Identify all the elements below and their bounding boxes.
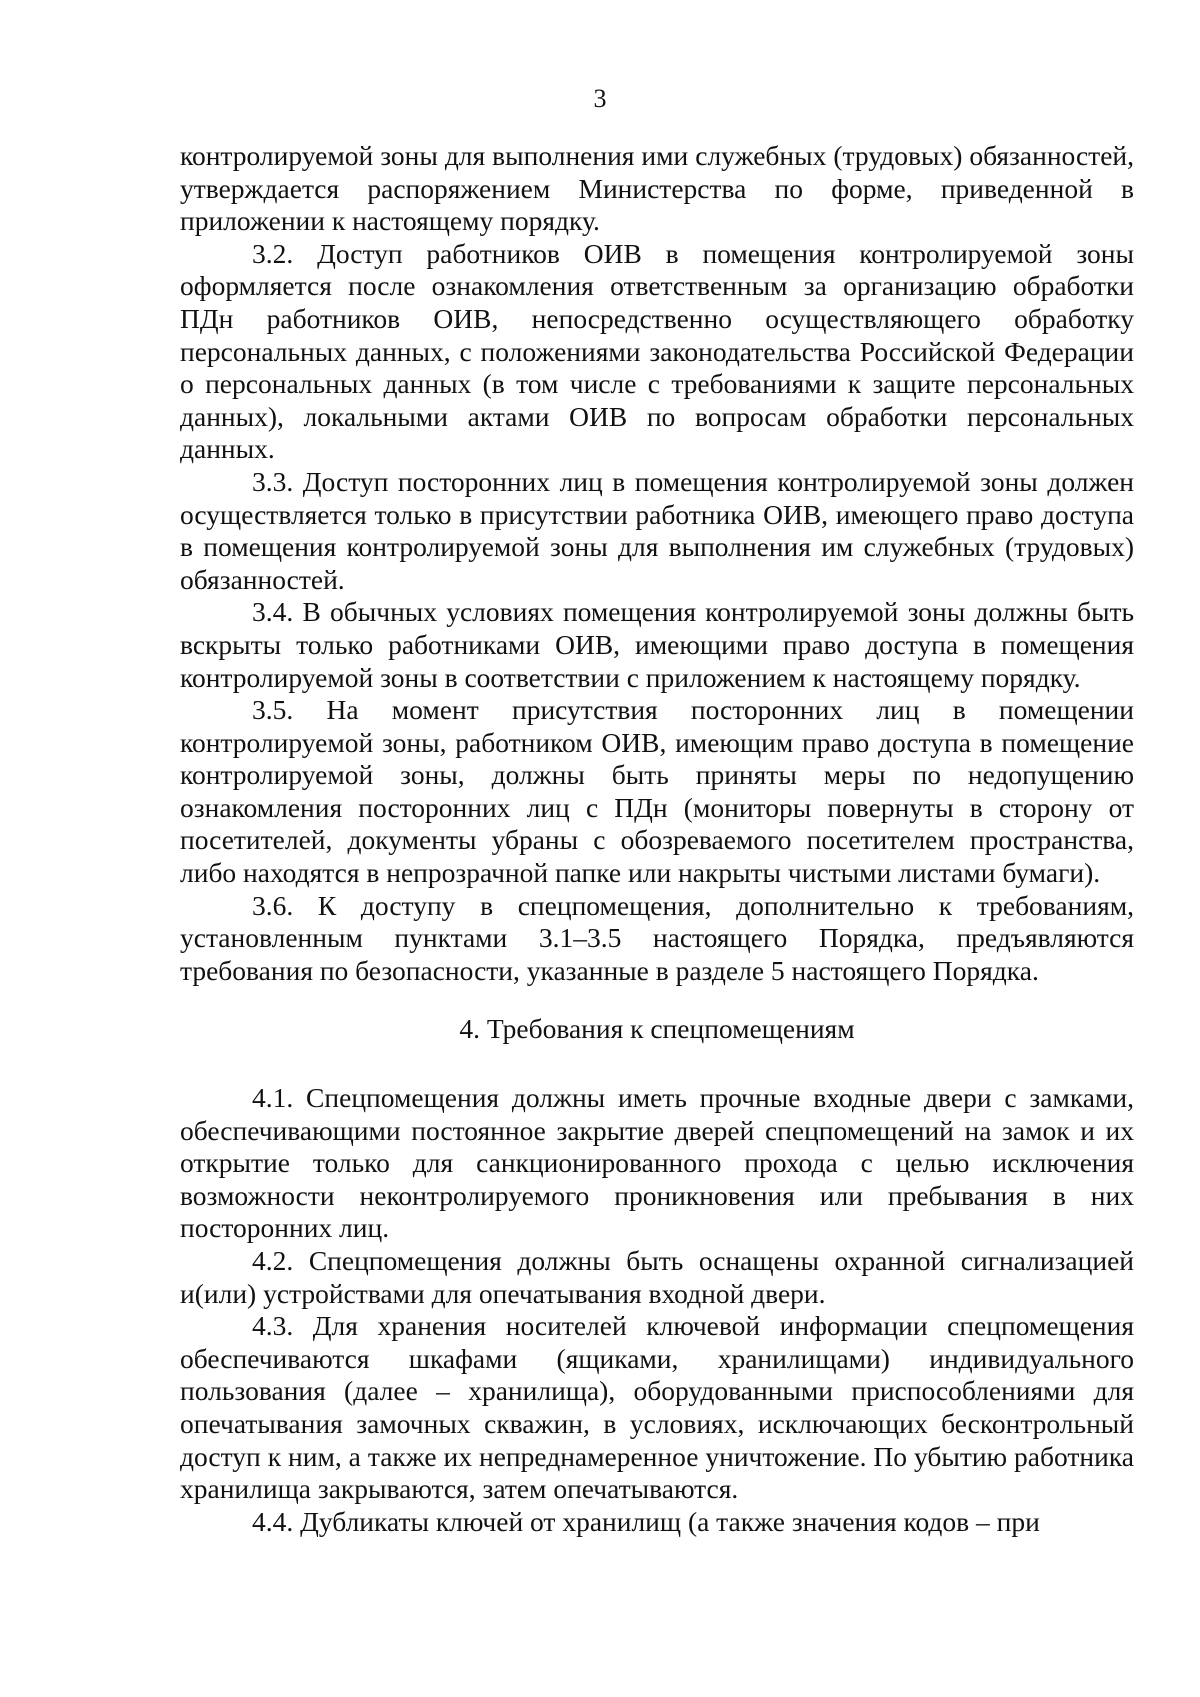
paragraph-3-2: 3.2. Доступ работников ОИВ в помещения контролируемой зоны оформляется после ознакомления ответственным за организацию обработки ПДн работников ОИВ, непосредственно осуществляющего обработку персональных данных, с положениями законодательства Российской Федерации о персональных данных (в том числе с требованиями к защите персональных данных), локальными актами ОИВ по вопросам обработки персональных данных. [180,237,1134,465]
paragraph-continuation: контролируемой зоны для выполнения ими служебных (трудовых) обязанностей, утверждается распоряжением Министерства по форме, приведенной в приложении к настоящему порядку. [180,140,1134,237]
paragraph-4-2: 4.2. Спецпомещения должны быть оснащены охранной сигнализацией и(или) устройствами для опечатывания входной двери. [180,1245,1134,1309]
paragraph-3-3: 3.3. Доступ посторонних лиц в помещения контролируемой зоны должен осуществляется только в присутствии работника ОИВ, имеющего право доступа в помещения контролируемой зоны для выполнения им служебных (трудовых) обязанностей. [180,465,1134,595]
paragraph-4-3: 4.3. Для хранения носителей ключевой информации спецпомещения обеспечиваются шкафами (ящиками, хранилищами) индивидуального пользования (далее – хранилища), оборудованными приспособлениями для опечатывания замочных скважин, в условиях, исключающих бесконтрольный доступ к ним, а также их непреднамеренное уничтожение. По убытию работника хранилища закрываются, затем опечатываются. [180,1310,1134,1505]
paragraph-3-6: 3.6. К доступу в спецпомещения, дополнительно к требованиям, установленным пунктами 3.1–3.5 настоящего Порядка, предъявляются требования по безопасности, указанные в разделе 5 настоящего Порядка. [180,889,1134,986]
paragraph-4-1: 4.1. Спецпомещения должны иметь прочные входные двери с замками, обеспечивающими постоянное закрытие дверей спецпомещений на замок и их открытие только для санкционированного прохода с целью исключения возможности неконтролируемого проникновения или пребывания в них посторонних лиц. [180,1082,1134,1244]
paragraph-4-4: 4.4. Дубликаты ключей от хранилищ (а также значения кодов – при [252,1505,1040,1537]
paragraph-3-4: 3.4. В обычных условиях помещения контролируемой зоны должны быть вскрыты только работниками ОИВ, имеющими право доступа в помещения контролируемой зоны в соответствии с приложением к настоящему порядку. [180,596,1134,693]
section-heading: 4. Требования к спецпомещениям [459,1013,855,1045]
page-number: 3 [593,84,607,113]
paragraph-3-5: 3.5. На момент присутствия посторонних лиц в помещении контролируемой зоны, работником ОИВ, имеющим право доступа в помещение контролируемой зоны, должны быть приняты меры по недопущению ознакомления посторонних лиц с ПДн (мониторы повернуты в сторону от посетителей, документы убраны с обозреваемого посетителем пространства, либо находятся в непрозрачной папке или накрыты чистыми листами бумаги). [180,694,1134,889]
document-body [180,140,1134,1538]
